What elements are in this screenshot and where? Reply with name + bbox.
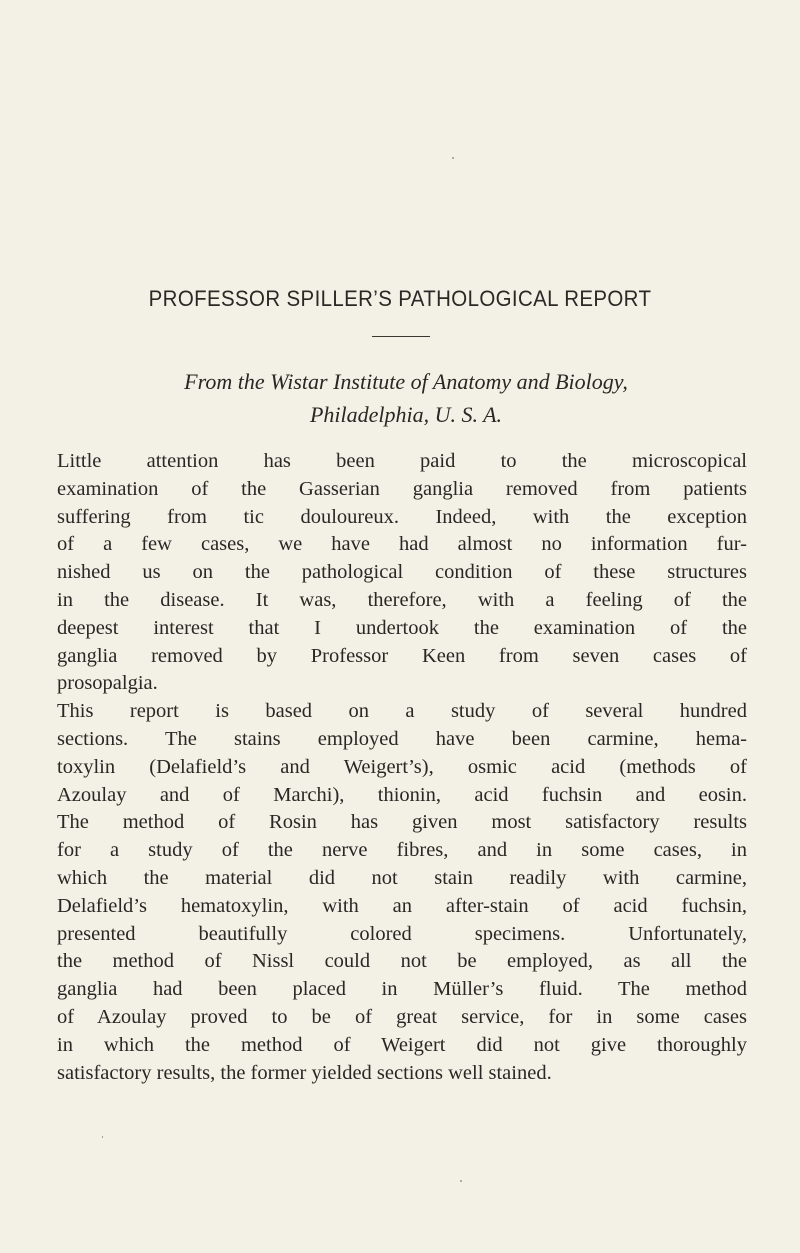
body-line: Azoulay and of Marchi), thionin, acid fuchsin and eosin. — [57, 783, 747, 806]
body-line: ganglia removed by Professor Keen from seven cases of — [57, 644, 747, 667]
report-body — [57, 448, 747, 1087]
body-line: for a study of the nerve fibres, and in some cases, in — [57, 839, 747, 862]
title-divider — [372, 336, 430, 337]
body-line: Little attention has been paid to the microscopical — [57, 450, 747, 472]
body-line: Delafield’s hematoxylin, with an after-stain of acid fuchsin, — [57, 894, 747, 917]
body-line: in the disease. It was, therefore, with a feeling of the — [57, 588, 747, 611]
body-line: deepest interest that I undertook the examination of the — [57, 616, 747, 639]
body-line: prosopalgia. — [57, 672, 158, 695]
body-line: satisfactory results, the former yielded sections well stained. — [57, 1061, 552, 1084]
paper-speck — [460, 1180, 462, 1182]
body-line: suffering from tic douloureux. Indeed, with the exception — [57, 505, 747, 528]
body-line: ganglia had been placed in Müller’s fluid. The method — [57, 978, 747, 1001]
body-line: of Azoulay proved to be of great service, for in some cases — [57, 1005, 747, 1028]
body-line: The method of Rosin has given most satisfactory results — [57, 811, 747, 834]
body-line: of a few cases, we have had almost no information fur- — [57, 533, 747, 556]
body-line: which the material did not stain readily with carmine, — [57, 866, 747, 889]
paper-speck — [102, 1136, 103, 1138]
source-line-2: Philadelphia, U. S. A. — [309, 402, 503, 427]
report-title: PROFESSOR SPILLER’S PATHOLOGICAL REPORT — [148, 286, 652, 311]
body-line: This report is based on a study of several hundred — [57, 700, 747, 723]
paper-speck — [452, 157, 454, 159]
body-line: the method of Nissl could not be employed, as all the — [57, 950, 747, 973]
source-line-1: From the Wistar Institute of Anatomy and Biology, — [184, 369, 628, 394]
body-line: toxylin (Delafield’s and Weigert’s), osmic acid (methods of — [57, 755, 747, 778]
body-line: presented beautifully colored specimens. Unfortunately, — [57, 922, 747, 945]
body-line: examination of the Gasserian ganglia removed from patients — [57, 477, 747, 500]
body-line: nished us on the pathological condition of these structures — [57, 561, 747, 584]
body-line: sections. The stains employed have been carmine, hema- — [57, 727, 747, 750]
body-line: in which the method of Weigert did not give thoroughly — [57, 1033, 747, 1056]
